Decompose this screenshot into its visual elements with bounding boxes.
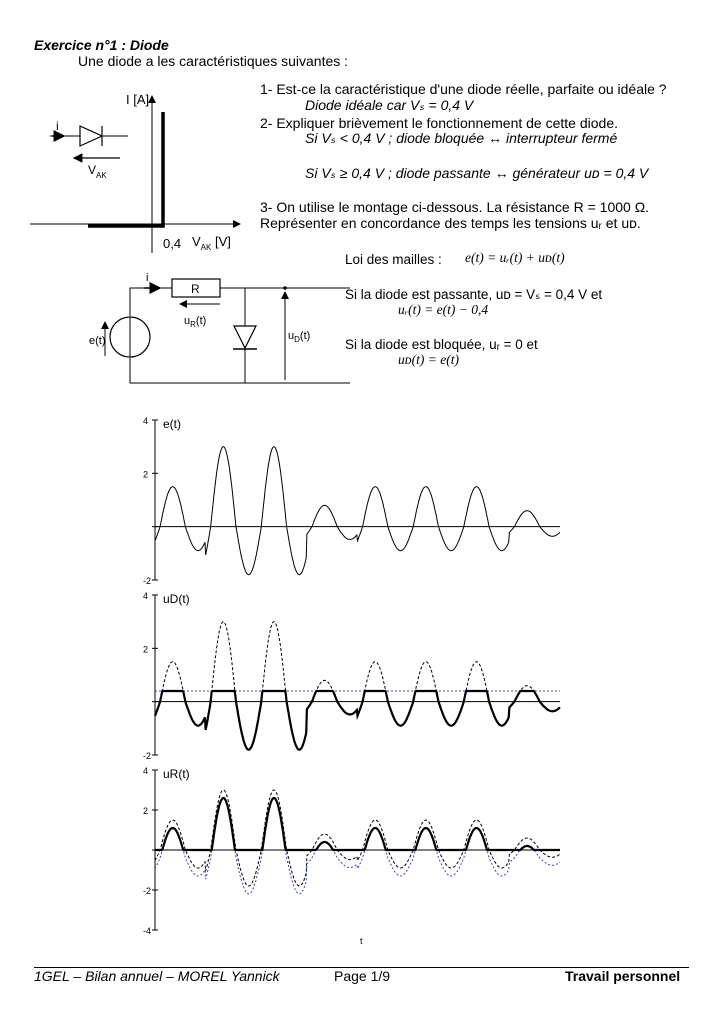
chart-2-tick-label: 2 [143,806,149,816]
ud-label: $u_D(t)$ [288,330,311,344]
y-axis-label: I [A] [126,92,150,107]
answer-2b: Si Vₛ ≥ 0,4 V ; diode passante ↔ générateur uᴅ = 0,4 V [305,165,649,181]
question-2: 2- Expliquer brièvement le fonctionnement de cette diode. [260,115,618,131]
diode-bloquee-equation: uᴅ(t) = e(t) [398,352,459,367]
footer-divider [34,967,689,968]
chart-ur-series [155,798,560,850]
diode-bloquee-text: Si la diode est bloquée, uᵣ = 0 et [345,337,538,352]
diode-characteristic-diagram [30,88,270,258]
chart-0-tick-label: 2 [143,469,149,480]
circuit-diagram [80,268,355,390]
chart-1-tick-label: -2 [143,751,152,761]
waveform-charts [130,405,570,945]
chart-0-tick-label: -2 [143,576,152,586]
chart-2-tick-label: -4 [143,926,152,936]
chart-0-tick-label: 4 [143,416,149,426]
circuit-diode-icon [234,326,256,348]
threshold-label: 0,4 [163,236,182,251]
question-3a: 3- On utilise le montage ci-dessous. La résistance R = 1000 Ω. [260,199,650,215]
chart-e-series [155,447,560,575]
footer-page-number: Page 1/9 [334,968,391,984]
diode-passante-equation: uᵣ(t) = e(t) − 0,4 [398,302,489,317]
chart-2-title: uR(t) [163,767,190,781]
diode-passante-text: Si la diode est passante, uᴅ = Vₛ = 0,4 V et [345,287,603,302]
exercise-title: Exercice n°1 : Diode [34,37,169,53]
question-3b: Représenter en concordance des temps les tensions uᵣ et uᴅ. [260,215,641,231]
chart-1-tick-label: 2 [143,644,149,655]
chart-2-tick-label: -2 [143,886,152,896]
diode-symbol-icon [80,126,102,146]
vak-label: $V_{AK}$ [88,163,107,180]
intro-text: Une diode a les caractéristiques suivantes : [78,53,349,69]
question-1: 1- Est-ce la caractéristique d'une diode réelle, parfaite ou idéale ? [260,81,667,97]
footer-left: 1GEL – Bilan annuel – MOREL Yannick [34,968,280,984]
source-label: e(t) [89,335,106,347]
chart-ud-series [155,691,560,750]
current-label: i [56,119,59,133]
x-axis-label: $V_{AK}$ [V] [192,234,231,252]
ur-label: $u_R(t)$ [184,315,207,329]
chart-ur-e-dashed-series [155,790,560,886]
chart-ud-e-dashed-series [155,622,560,750]
chart-2-tick-label: 4 [143,766,149,776]
answer-1: Diode idéale car Vₛ = 0,4 V [305,97,474,113]
answer-2a: Si Vₛ < 0,4 V ; diode bloquée ↔ interrupteur fermé [305,130,618,146]
chart-1-title: uD(t) [163,592,190,606]
footer-right: Travail personnel [565,968,681,984]
loi-mailles-label: Loi des mailles : [345,252,442,267]
chart-ur-x-label: t [360,936,363,945]
chart-0-title: e(t) [163,417,181,431]
resistor-label: R [191,282,200,296]
circuit-current-label: i [146,272,149,284]
chart-1-tick-label: 4 [143,591,149,601]
loi-mailles-equation: e(t) = uᵣ(t) + uᴅ(t) [465,250,565,265]
